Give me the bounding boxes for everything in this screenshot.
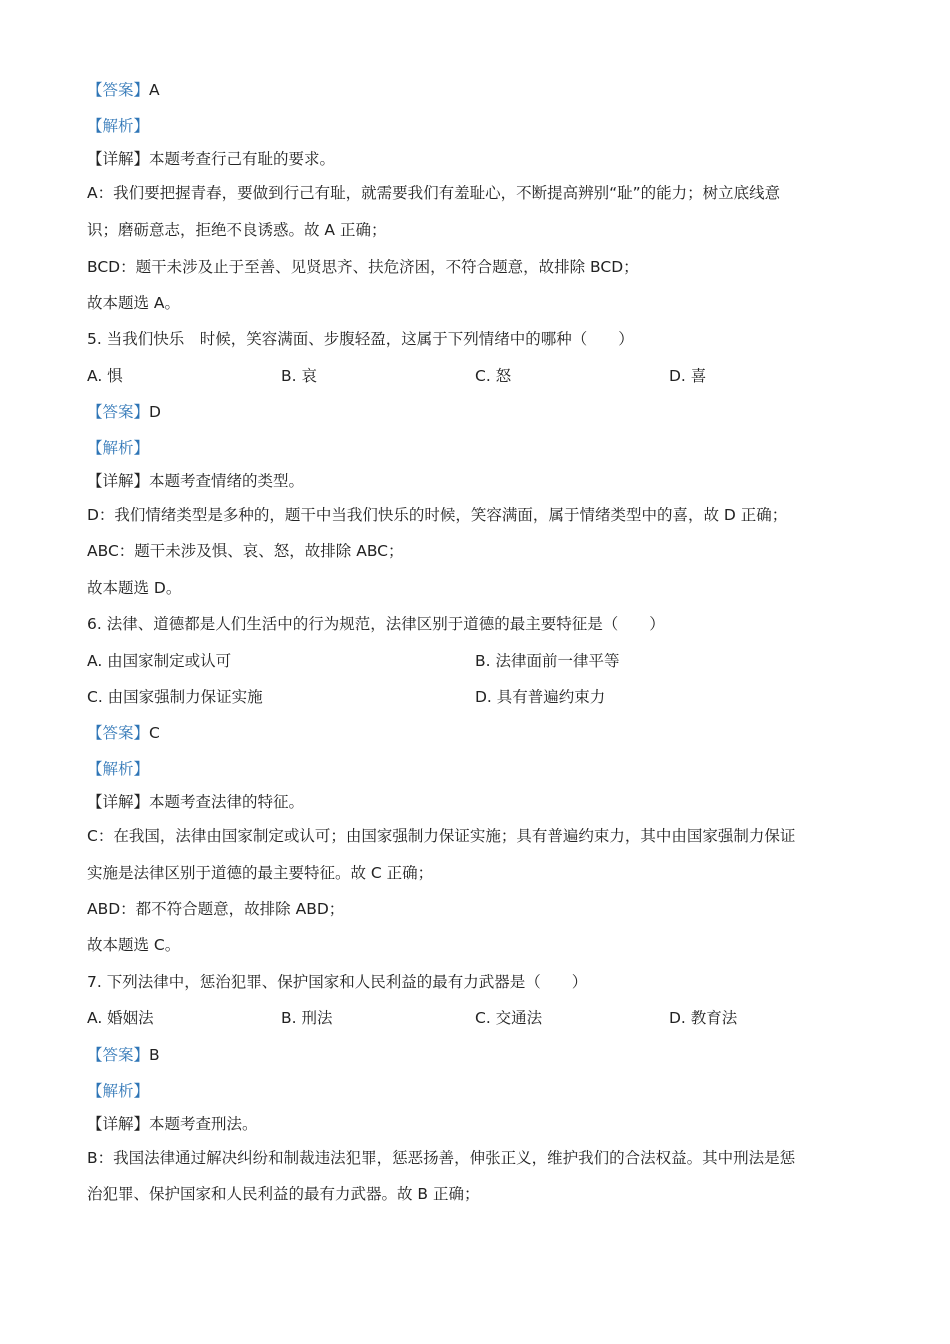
q5-line-1: D：我们情绪类型是多种的，题干中当我们快乐的时候，笑容满面，属于情绪类型中的喜，故 D 正确； <box>87 506 788 524</box>
q6-question: 6. 法律、道德都是人们生活中的行为规范，法律区别于道德的最主要特征是（ ） <box>87 615 665 633</box>
detail-label: 【详解】 <box>87 472 150 490</box>
q7-detail <box>87 1113 258 1135</box>
q4-line-4: 故本题选 A。 <box>87 294 181 312</box>
q5-line-3: 故本题选 D。 <box>87 579 182 597</box>
detail-label: 【详解】 <box>87 793 150 811</box>
q5-detail-text: 本题考查情绪的类型。 <box>149 472 305 490</box>
answer-label: 【答案】 <box>87 81 150 99</box>
q4-answer-value: A <box>149 81 160 99</box>
q7-option-c: C. 交通法 <box>475 1009 543 1027</box>
q7-answer-value: B <box>149 1046 160 1064</box>
q6-option-c: C. 由国家强制力保证实施 <box>87 688 263 706</box>
q5-option-d: D. 喜 <box>669 367 707 385</box>
q6-option-a: A. 由国家制定或认可 <box>87 652 232 670</box>
q5-option-a: A. 惧 <box>87 367 123 385</box>
q5-analysis-label: 【解析】 <box>87 439 150 457</box>
q4-detail-text: 本题考查行己有耻的要求。 <box>149 150 336 168</box>
q4-line-2: 识；磨砺意志，拒绝不良诱惑。故 A 正确； <box>87 221 387 239</box>
q5-option-c: C. 怒 <box>475 367 512 385</box>
q7-option-a: A. 婚姻法 <box>87 1009 154 1027</box>
q6-answer <box>87 722 160 744</box>
q5-line-2: ABC：题干未涉及惧、哀、怒，故排除 ABC； <box>87 542 404 560</box>
q5-answer <box>87 401 161 423</box>
q5-question: 5. 当我们快乐 时候，笑容满面、步腹轻盈，这属于下列情绪中的哪种（ ） <box>87 330 634 348</box>
answer-label: 【答案】 <box>87 1046 150 1064</box>
detail-label: 【详解】 <box>87 150 150 168</box>
q7-line-2: 治犯罪、保护国家和人民利益的最有力武器。故 B 正确； <box>87 1185 480 1203</box>
q4-detail <box>87 148 335 170</box>
q7-option-d: D. 教育法 <box>669 1009 738 1027</box>
q4-line-3: BCD：题干未涉及止于至善、见贤思齐、扶危济困，不符合题意，故排除 BCD； <box>87 258 639 276</box>
q5-detail <box>87 470 304 492</box>
q5-option-b: B. 哀 <box>281 367 317 385</box>
q6-option-b: B. 法律面前一律平等 <box>475 652 620 670</box>
q4-analysis-label: 【解析】 <box>87 117 150 135</box>
q6-option-d: D. 具有普遍约束力 <box>475 688 606 706</box>
q6-line-3: ABD：都不符合题意，故排除 ABD； <box>87 900 345 918</box>
q7-detail-text: 本题考查刑法。 <box>149 1115 258 1133</box>
q6-detail <box>87 791 304 813</box>
q6-answer-value: C <box>149 724 160 742</box>
q6-analysis-label: 【解析】 <box>87 760 150 778</box>
q4-line-1: A：我们要把握青春，要做到行己有耻，就需要我们有羞耻心，不断提高辨别“耻”的能力；树立底线意 <box>87 184 781 202</box>
answer-label: 【答案】 <box>87 724 150 742</box>
q6-detail-text: 本题考查法律的特征。 <box>149 793 305 811</box>
q5-answer-value: D <box>149 403 161 421</box>
detail-label: 【详解】 <box>87 1115 150 1133</box>
q6-line-4: 故本题选 C。 <box>87 936 181 954</box>
q6-line-1: C：在我国，法律由国家制定或认可；由国家强制力保证实施；具有普遍约束力，其中由国家强制力保证 <box>87 827 796 845</box>
q7-answer <box>87 1044 160 1066</box>
q7-question: 7. 下列法律中，惩治犯罪、保护国家和人民利益的最有力武器是（ ） <box>87 973 588 991</box>
q7-option-b: B. 刑法 <box>281 1009 333 1027</box>
q7-line-1: B：我国法律通过解决纠纷和制裁违法犯罪，惩恶扬善，伸张正义，维护我们的合法权益。其中刑法是惩 <box>87 1149 796 1167</box>
q7-analysis-label: 【解析】 <box>87 1082 150 1100</box>
answer-label: 【答案】 <box>87 403 150 421</box>
q6-line-2: 实施是法律区别于道德的最主要特征。故 C 正确； <box>87 864 434 882</box>
q4-answer <box>87 79 160 101</box>
